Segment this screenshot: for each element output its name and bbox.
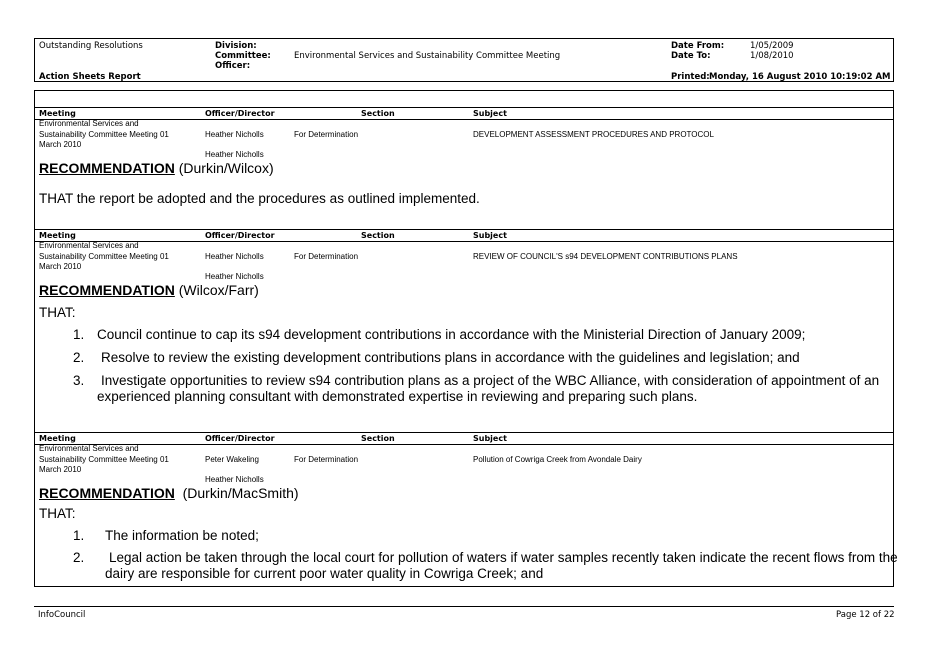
point-number: 3. [73, 373, 85, 388]
report-name: Outstanding Resolutions [39, 41, 143, 51]
meeting-name: Sustainability Committee Meeting 01 [39, 129, 169, 139]
point-text: The information be noted; [105, 528, 259, 543]
recommendation-label: RECOMMENDATION [39, 282, 175, 298]
recommendation-label: RECOMMENDATION [39, 485, 175, 501]
page-number: Page 12 of 22 [836, 610, 895, 620]
meeting-date: March 2010 [39, 140, 82, 149]
recommendation-movers: (Durkin/Wilcox) [174, 160, 274, 176]
col-officer: Officer/Director [205, 231, 275, 240]
director-name: Heather Nicholls [205, 475, 264, 484]
recommendation-heading [39, 160, 274, 176]
recommendation-movers: (Durkin/MacSmith) [174, 485, 299, 501]
meeting-name: Environmental Services and [39, 119, 139, 128]
col-meeting: Meeting [39, 231, 76, 240]
point-text: Investigate opportunities to review s94 contribution plans as a project of the WBC Alliance, with consideration of appointment of an [101, 373, 880, 388]
footer-divider [34, 606, 894, 607]
point-text-cont: dairy are responsible for current poor water quality in Cowriga Creek; and [105, 566, 544, 581]
column-header-row [35, 107, 893, 120]
meeting-name: Environmental Services and [39, 241, 139, 250]
division-label: Division: [215, 41, 257, 51]
officer-name: Heather Nicholls [205, 251, 264, 261]
resolution-text: THAT the report be adopted and the procedures as outlined implemented. [39, 191, 480, 206]
date-from-label: Date From: [671, 41, 725, 51]
point-number: 2. [73, 350, 85, 365]
that-label: THAT: [39, 305, 76, 320]
subject-value: Pollution of Cowriga Creek from Avondale Dairy [473, 454, 642, 464]
col-section: Section [361, 109, 395, 118]
printed-value: Monday, 16 August 2010 10:19:02 AM [709, 72, 891, 82]
point-text-cont: experienced planning consultant with demonstrated expertise in reviewing and preparing such plans. [97, 389, 698, 404]
point-text: Legal action be taken through the local court for pollution of waters if water samples recently taken indicate the recent flows from the [109, 550, 898, 565]
action-sheet-body [34, 90, 898, 587]
point-number: 1. [73, 327, 85, 342]
report-header [34, 38, 894, 82]
date-to-value: 1/08/2010 [750, 51, 794, 61]
printed-label: Printed: [671, 72, 710, 82]
recommendation-movers: (Wilcox/Farr) [174, 282, 259, 298]
col-officer: Officer/Director [205, 109, 275, 118]
col-subject: Subject [473, 434, 507, 443]
meeting-name: Sustainability Committee Meeting 01 [39, 251, 169, 261]
section-value: For Determination [294, 454, 359, 464]
date-from-value: 1/05/2009 [750, 41, 794, 51]
section-value: For Determination [294, 251, 359, 261]
that-label: THAT: [39, 506, 76, 521]
meeting-name: Sustainability Committee Meeting 01 [39, 454, 169, 464]
point-text: Resolve to review the existing development contributions plans in accordance with the guidelines and legislation; and [101, 350, 800, 365]
section-value: For Determination [294, 129, 359, 139]
footer-app-name: InfoCouncil [38, 610, 86, 620]
officer-label: Officer: [215, 61, 251, 71]
subject-value: DEVELOPMENT ASSESSMENT PROCEDURES AND PROTOCOL [473, 129, 714, 139]
meeting-date: March 2010 [39, 262, 82, 271]
recommendation-label: RECOMMENDATION [39, 160, 175, 176]
committee-label: Committee: [215, 51, 271, 61]
officer-name: Heather Nicholls [205, 129, 264, 139]
column-header-row [35, 229, 893, 242]
report-type: Action Sheets Report [39, 72, 141, 82]
point-text: Council continue to cap its s94 development contributions in accordance with the Ministerial Direction of January 2009; [97, 327, 806, 342]
point-number: 2. [73, 550, 85, 565]
point-number: 1. [73, 528, 85, 543]
col-subject: Subject [473, 231, 507, 240]
column-header-row [35, 432, 893, 445]
officer-name: Peter Wakeling [205, 454, 259, 464]
col-section: Section [361, 434, 395, 443]
col-officer: Officer/Director [205, 434, 275, 443]
subject-value: REVIEW OF COUNCIL'S s94 DEVELOPMENT CONTRIBUTIONS PLANS [473, 251, 738, 261]
recommendation-heading [39, 282, 259, 298]
meeting-date: March 2010 [39, 465, 82, 474]
col-meeting: Meeting [39, 109, 76, 118]
committee-value: Environmental Services and Sustainability Committee Meeting [294, 51, 561, 61]
director-name: Heather Nicholls [205, 272, 264, 281]
meeting-name: Environmental Services and [39, 444, 139, 453]
col-subject: Subject [473, 109, 507, 118]
date-to-label: Date To: [671, 51, 711, 61]
recommendation-heading [39, 485, 299, 501]
col-meeting: Meeting [39, 434, 76, 443]
director-name: Heather Nicholls [205, 150, 264, 159]
col-section: Section [361, 231, 395, 240]
